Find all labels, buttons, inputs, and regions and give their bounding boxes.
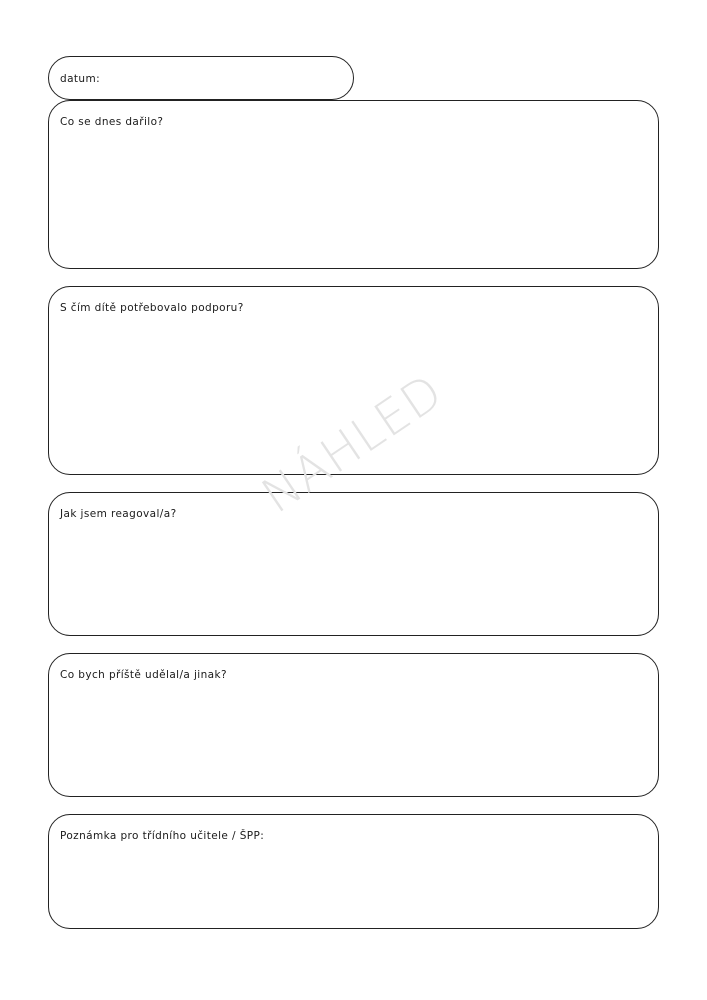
date-input[interactable] (105, 68, 329, 92)
do-differently-answer-field[interactable] (59, 690, 648, 786)
section-box-my-reaction (48, 492, 659, 636)
section-box-teacher-note (48, 814, 659, 929)
my-reaction-answer-field[interactable] (59, 529, 648, 625)
section-label-do-differently: Co bych příště udělal/a jinak? (60, 669, 227, 681)
preview-watermark: NÁHLED (252, 363, 454, 525)
section-label-support-needed: S čím dítě potřebovalo podporu? (60, 302, 244, 314)
section-label-successes: Co se dnes dařilo? (60, 116, 164, 128)
successes-answer-field[interactable] (59, 137, 648, 258)
teacher-note-answer-field[interactable] (59, 851, 648, 918)
support-needed-answer-field[interactable] (59, 323, 648, 464)
date-label: datum: (60, 73, 101, 85)
section-label-teacher-note: Poznámka pro třídního učitele / ŠPP: (60, 830, 265, 842)
section-box-successes (48, 100, 659, 269)
section-box-do-differently (48, 653, 659, 797)
section-label-my-reaction: Jak jsem reagoval/a? (60, 508, 177, 520)
date-box (48, 56, 354, 100)
section-box-support-needed (48, 286, 659, 475)
